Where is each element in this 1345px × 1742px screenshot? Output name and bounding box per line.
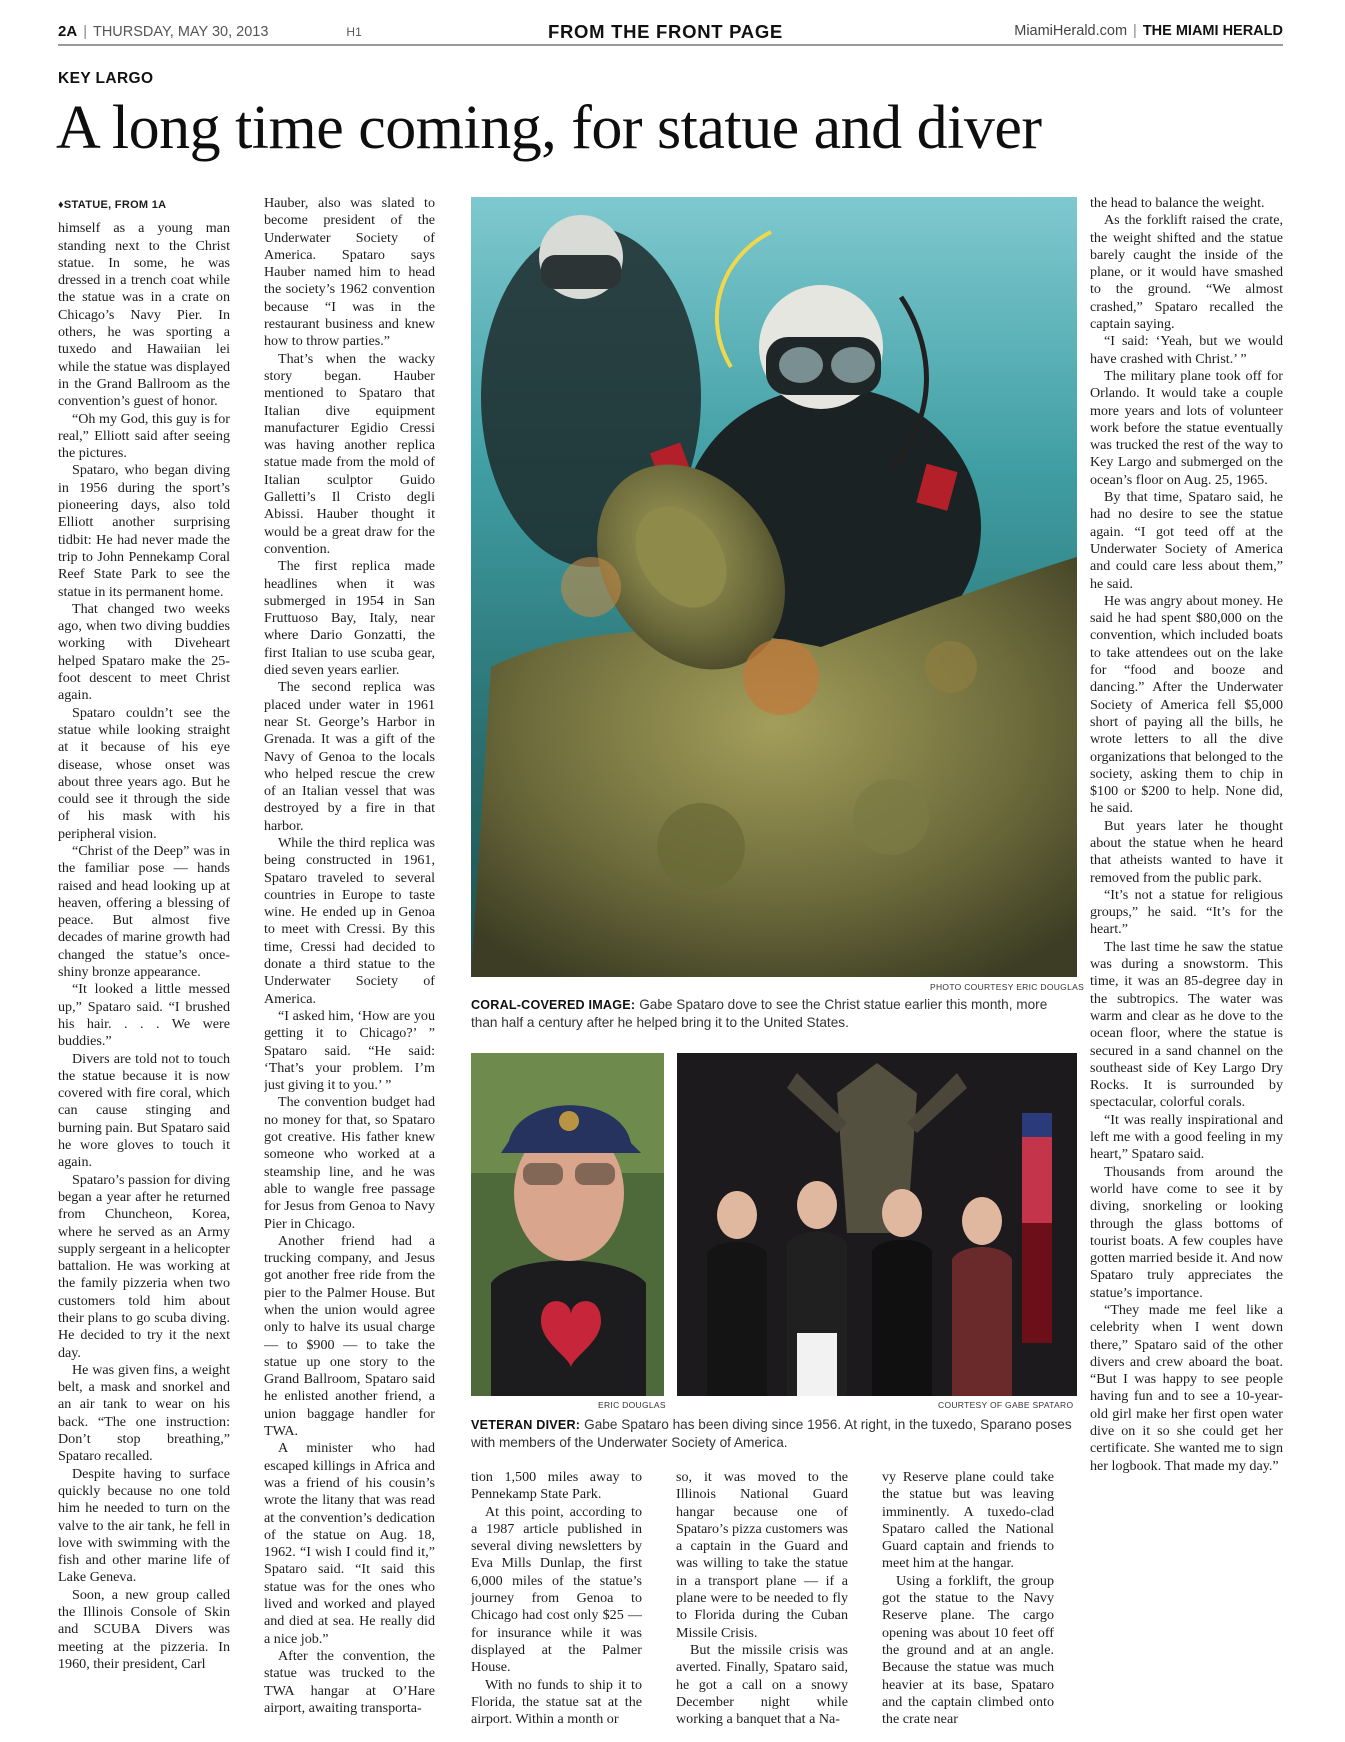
paragraph: He was given fins, a weight belt, a mask and snorkel and an air tank to wear on his back. “The one instruction: Don’t stop breathing,” Spataro recalled. bbox=[58, 1361, 230, 1465]
portrait-photo-spataro bbox=[471, 1053, 664, 1396]
paragraph: But years later he thought about the statue when he heard that atheists wanted to have it removed from the public park. bbox=[1090, 817, 1283, 886]
paragraph: The military plane took off for Orlando. It would take a couple more years and lots of volunteer work before the statue eventually was trucked the rest of the way to Key Largo and submerged on the ocean’s floor on Aug. 25, 1965. bbox=[1090, 367, 1283, 488]
issue-date: THURSDAY, MAY 30, 2013 bbox=[92, 24, 269, 40]
main-caption-text: Gabe Spataro dove to see the Christ statue earlier this month, more than half a century after he helped bring it to the United States. bbox=[471, 997, 1048, 1030]
paragraph: himself as a young man standing next to the Christ statue. In some, he was dressed in a trench coat while the statue was in a crate on Chicago’s Navy Pier. In others, he was sporting a tuxedo and Hawaiian lei while the statue was displayed in the Grand Ballroom as the convention’s guest of honor. bbox=[58, 220, 230, 410]
paragraph: But the missile crisis was averted. Finally, Spataro said, he got a call on a snowy December night while working a banquet that a Na- bbox=[676, 1641, 848, 1728]
main-photo-credit: PHOTO COURTESY ERIC DOUGLAS bbox=[930, 982, 1085, 992]
section-title: FROM THE FRONT PAGE bbox=[548, 21, 783, 42]
paragraph: At this point, according to a 1987 article published in several diving newsletters by Eva Mills Dunlap, the first 6,000 miles of the statue’s journey from Genoa to Chicago had cost only $25 — for insurance while it was displayed at the Palmer House. bbox=[471, 1503, 642, 1676]
paragraph: “It’s not a statue for religious groups,” he said. “It’s for the heart.” bbox=[1090, 886, 1283, 938]
website: MiamiHerald.com bbox=[1014, 23, 1128, 39]
header-left: 2A | THURSDAY, MAY 30, 2013 H1 bbox=[58, 23, 362, 40]
text-column-6 bbox=[1090, 195, 1283, 1730]
paragraph: With no funds to ship it to Florida, the statue sat at the airport. Within a month or bbox=[471, 1676, 642, 1728]
main-photo-underwater-statue bbox=[471, 197, 1077, 977]
headline: A long time coming, for statue and diver bbox=[56, 94, 1042, 162]
paper-name: THE MIAMI HERALD bbox=[1142, 23, 1283, 39]
page-number: 2A bbox=[58, 23, 78, 40]
group-image bbox=[677, 1053, 1077, 1396]
paragraph: tion 1,500 miles away to Pennekamp State Park. bbox=[471, 1469, 642, 1503]
dateline-tag: KEY LARGO bbox=[58, 70, 154, 87]
paragraph: “It looked a little messed up,” Spataro said. “I brushed his hair. . . . We were buddies.” bbox=[58, 981, 230, 1050]
paragraph: “It was really inspirational and left me with a good feeling in my heart,” Spataro said. bbox=[1090, 1111, 1283, 1163]
paragraph: The last time he saw the statue was during a snowstorm. This time, it was an 85-degree day in the subtropics. The water was warm and clear as he dove to the ocean floor, where the statue is secured in a sand channel on the southeast side of Key Largo Dry Rocks. It is surrounded by spectacular, colorful corals. bbox=[1090, 938, 1283, 1111]
paragraph: That changed two weeks ago, when two diving buddies working with Diveheart helped Spataro make the 25-foot descent to meet Christ again. bbox=[58, 600, 230, 704]
group-photo-underwater-society bbox=[677, 1053, 1077, 1396]
paragraph: Another friend had a trucking company, and Jesus got another free ride from the pier to the Palmer House. But when the union would agree only to halve its usual charge — to $900 — to take the statue up one story to the Grand Ballroom, Spataro said he enlisted another friend, a union baggage handler for TWA. bbox=[264, 1232, 435, 1440]
paragraph: Hauber, also was slated to become president of the Underwater Society of America. Spataro says Hauber named him to head the society’s 1962 convention because “I was in the restaurant business and knew how to throw parties.” bbox=[264, 195, 435, 350]
paragraph: A minister who had escaped killings in Africa and was a friend of his cousin’s wrote the litany that was read at the convention’s dedication of the statue on Aug. 18, 1962. “I wish I could find it,” Spataro said. “It said this statue was for the ones who lived and worked and played and died at sea. He really did a nice job.” bbox=[264, 1440, 435, 1647]
bottom-photo-caption bbox=[471, 1416, 1077, 1451]
text-column-1 bbox=[58, 197, 230, 1727]
paragraph: By that time, Spataro said, he had no desire to see the statue again. “I got teed off at the Underwater Society of America and could care less about them,” he said. bbox=[1090, 489, 1283, 592]
paragraph: Despite having to surface quickly because no one told him he needed to turn on the valve to the air tank, he fell in love with swimming with the fish and other marine life of Lake Geneva. bbox=[58, 1465, 230, 1586]
paragraph: The second replica was placed under water in 1961 near St. George’s Harbor in Grenada. It was a gift of the Navy of Genoa to the locals who helped rescue the crew of an Italian vessel that was destroyed by a fire in that harbor. bbox=[264, 679, 435, 834]
paragraph: Soon, a new group called the Illinois Console of Skin and SCUBA Divers was meeting at the pizzeria. In 1960, their president, Carl bbox=[58, 1586, 230, 1672]
paragraph: After the convention, the statue was trucked to the TWA hangar at O’Hare airport, awaiting transporta- bbox=[264, 1647, 435, 1716]
paragraph: “I asked him, ‘How are you getting it to Chicago?’ ” Spataro said. “He said: ‘That’s your problem. I’m just giving it to you.’ ” bbox=[264, 1007, 435, 1094]
main-photo-caption bbox=[471, 996, 1077, 1031]
text-column-3 bbox=[471, 1469, 642, 1731]
paragraph: While the third replica was being constructed in 1961, Spataro traveled to several countries in Europe to taste wine. He ended up in Genoa to meet with Cressi. By this time, Cressi had decided to donate a third statue to the Underwater Society of America. bbox=[264, 834, 435, 1007]
paragraph: As the forklift raised the crate, the weight shifted and the statue barely caught the inside of the plane, or it would have smashed to the ground. “We almost crashed,” Spataro recalled the captain saying. bbox=[1090, 212, 1283, 333]
text-column-5 bbox=[882, 1469, 1054, 1731]
bottom-caption-label: VETERAN DIVER: bbox=[471, 1418, 581, 1432]
paragraph: Using a forklift, the group got the statue to the Navy Reserve plane. The cargo opening was about 10 feet off the ground and at an angle. Because the statue was much heavier at its base, Spataro and the captain climbed onto the crate near bbox=[882, 1572, 1054, 1728]
group-photo-credit: COURTESY OF GABE SPATARO bbox=[938, 1400, 1074, 1410]
main-caption-label: CORAL-COVERED IMAGE: bbox=[471, 998, 636, 1012]
underwater-scene bbox=[471, 197, 1077, 977]
edition-code: H1 bbox=[346, 25, 362, 39]
jump-line: ♦STATUE, FROM 1A bbox=[58, 199, 167, 211]
paragraph: Spataro couldn’t see the statue while looking straight at it because of his eye disease, whose onset was about three years ago. But he could see it through the side of his mask with his peripheral vision. bbox=[58, 704, 230, 842]
paragraph: “They made me feel like a celebrity when I went down there,” Spataro said of the other divers and crew aboard the boat. “But I was happy to see people having fun and to see a 10-year-old girl make her first open water dive on it so she could get her certificate. She wanted me to sign her logbook. That made my day.” bbox=[1090, 1302, 1283, 1474]
paragraph: so, it was moved to the Illinois National Guard hangar because one of Spataro’s pizza customers was a captain in the Guard and was willing to take the statue in a transport plane — if a plane were to be needed to fly to Florida during the Cuban Missile Crisis. bbox=[676, 1469, 848, 1641]
paragraph: the head to balance the weight. bbox=[1090, 195, 1265, 211]
portrait-image bbox=[471, 1053, 664, 1396]
text-column-4 bbox=[676, 1469, 848, 1731]
paragraph: That’s when the wacky story began. Hauber mentioned to Spataro that Italian dive equipment manufacturer Egidio Cressi was having another replica statue made from the mold of Italian sculptor Guido Galletti’s Il Cristo degli Abissi. Hauber thought it would be a great draw for the convention. bbox=[264, 350, 435, 557]
text-column-2 bbox=[264, 195, 435, 1730]
paragraph: “I said: ‘Yeah, but we would have crashed with Christ.’ ” bbox=[1090, 333, 1283, 367]
paragraph: Thousands from around the world have come to see it by diving, snorkeling or looking through the glass bottoms of tourist boats. A few couples have gotten married beside it. And now Spataro truly appreciates the statue’s importance. bbox=[1090, 1163, 1283, 1301]
paragraph: vy Reserve plane could take the statue but was leaving imminently. A tuxedo-clad Spataro called the National Guard captain and friends to meet him at the hangar. bbox=[882, 1469, 1054, 1572]
paragraph: Spataro’s passion for diving began a year after he returned from Chuncheon, Korea, where he served as an Army supply sergeant in a helicopter battalion. He was working at the family pizzeria when two customers told him about their plans to go scuba diving. He decided to try it the next day. bbox=[58, 1171, 230, 1361]
page-header bbox=[58, 20, 1283, 46]
paragraph: “Christ of the Deep” was in the familiar pose — hands raised and head looking up at heaven, offering a blessing of peace. But almost five decades of marine growth had changed the statue’s once-shiny bronze appearance. bbox=[58, 842, 230, 981]
bottom-caption-text: Gabe Spataro has been diving since 1956. At right, in the tuxedo, Sparano poses with members of the Underwater Society of America. bbox=[471, 1417, 1072, 1450]
portrait-credit: ERIC DOUGLAS bbox=[598, 1400, 666, 1410]
paragraph: “Oh my God, this guy is for real,” Elliott said after seeing the pictures. bbox=[58, 410, 230, 462]
paragraph: Spataro, who began diving in 1956 during the sport’s pioneering days, also told Elliott another surprising tidbit: He had never made the trip to John Pennekamp Coral Reef State Park to see the statue in its permanent home. bbox=[58, 462, 230, 600]
paragraph: He was angry about money. He said he had spent $80,000 on the convention, which included boats to take attendees out on the lake for “food and booze and dancing.” After the Underwater Society of America fell $5,000 short of paying all the bills, he wrote letters to all the dive organizations that belonged to the society, asking them to chip in $100 or $200 to help. None did, he said. bbox=[1090, 592, 1283, 817]
paragraph: Divers are told not to touch the statue because it is now covered with fire coral, which can cause stinging and burning pain. But Spataro said he wore gloves to touch it again. bbox=[58, 1050, 230, 1171]
paragraph: The first replica made headlines when it was submerged in 1954 in San Fruttuoso Bay, Italy, near where Dario Gonzatti, the first Italian to use scuba gear, died seven years earlier. bbox=[264, 558, 435, 679]
header-right: MiamiHerald.com | THE MIAMI HERALD bbox=[1014, 23, 1283, 39]
paragraph: The convention budget had no money for that, so Spataro got creative. His father knew someone who worked at a steamship line, and he was able to wangle free passage for Jesus from Genoa to Navy Pier in Chicago. bbox=[264, 1094, 435, 1232]
